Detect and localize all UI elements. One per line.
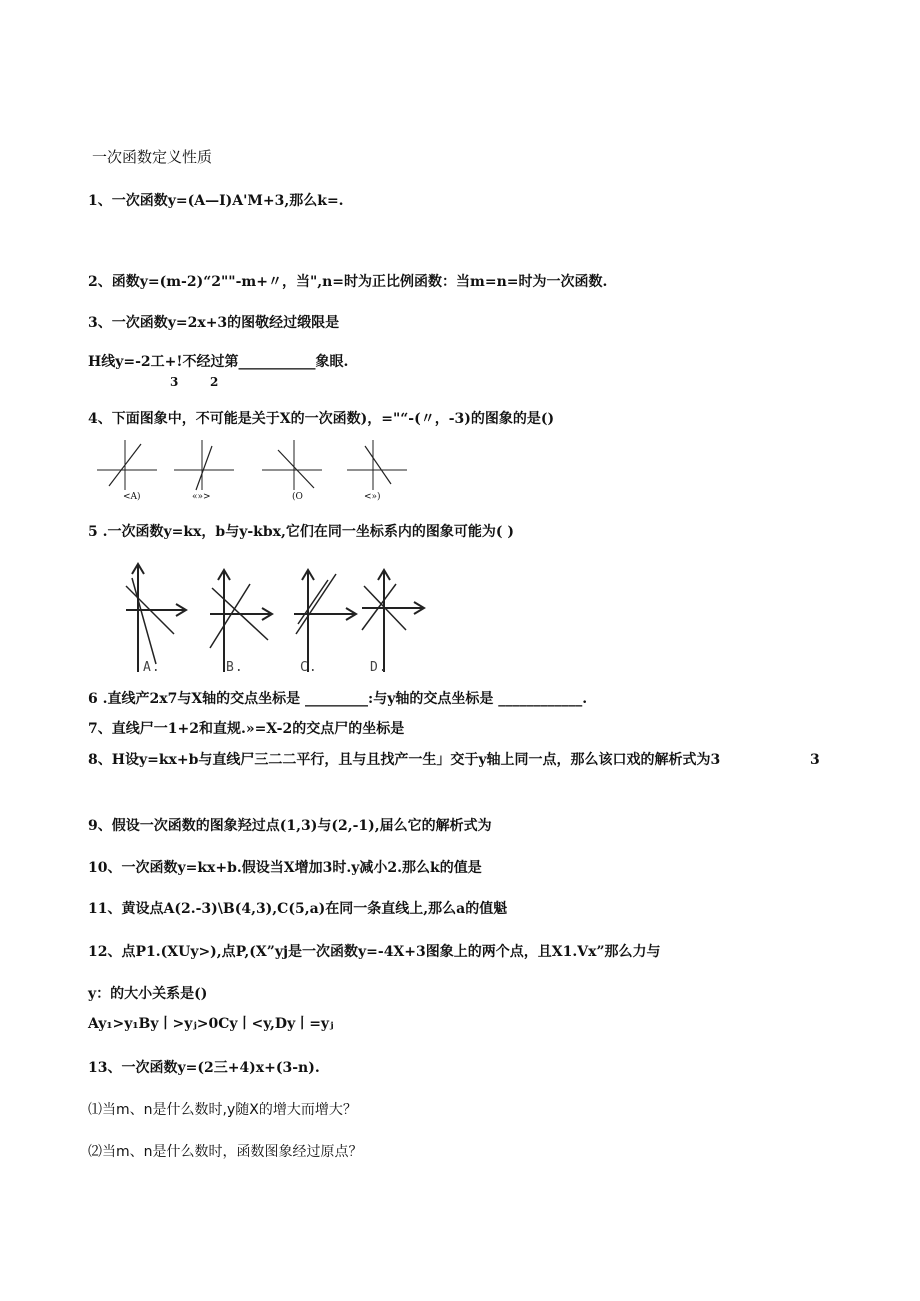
question-13-part-1: ⑴当m、n是什么数时,y随X的增大而增大？ [88,1102,357,1118]
question-5: 5 .一次函数y=kx，b与y-kbx,它们在同一坐标系内的图象可能为( ) [88,524,514,540]
question-3-line: H线y=-2工+!不经过第___________象眼. [88,354,349,370]
question-6: 6 .直线产2x7与X轴的交点坐标是 _________:与y轴的交点坐标是 ____________. [88,691,588,707]
question-13: 13、一次函数y=(2三+4)x+(3-n). [88,1060,320,1076]
fraction-denominator-1: 3 [170,375,179,389]
question-10: 10、一次函数y=kx+b.假设当X增加3时.y减小2.那么k的值是 [88,860,482,876]
q4-graph-a [95,436,159,492]
q5-graph-c [288,560,360,678]
q4-label-a: <A) [123,492,141,502]
q5-graph-d [356,560,428,678]
q4-graph-b [172,436,236,492]
q4-label-c: (O [292,492,303,502]
q4-label-d: <») [364,492,381,502]
question-3: 3、一次函数y=2x+3的图敬经过缎限是 [88,315,340,331]
question-12: 12、点P1.(XUy>),点P,(X”yj是一次函数y=-4X+3图象上的两个点，且X1.Vx”那么力与 [88,944,661,960]
question-13-part-2: ⑵当m、n是什么数时，函数图象经过原点？ [88,1144,363,1160]
question-12-relation: y：的大小关系是() [88,986,208,1002]
q4-graph-d [345,436,409,492]
fraction-denominator-2: 2 [210,375,219,389]
q4-label-b: «»> [192,492,211,502]
question-8: 8、H设y=kx+b与直线尸三二二平行，且与且找产一生」交于y轴上同一点，那么该口戏的解析式为3 [88,752,721,768]
page-title: 一次函数定义性质 [92,148,213,166]
q4-graph-c [260,436,324,492]
question-11: 11、黄设点A(2.-3)\B(4,3),C(5,a)在同一条直线上,那么a的值魁 [88,901,508,917]
question-7: 7、直线尸一1+2和直规.»=X-2的交点尸的坐标是 [88,721,405,737]
question-12-options: Ay₁>y₁By丨>yⱼ>0Cy丨<y,Dy丨=yⱼ [88,1016,334,1032]
q5-label-c: C. [300,660,318,675]
question-1: 1、一次函数y=(A—I)A'M+3,那么k=. [88,193,344,209]
q5-label-b: B. [226,660,244,675]
question-8-right: 3 [810,752,820,768]
question-2: 2、函数y=(m-2)“2""-m+〃，当",n=时为正比例函数：当m=n=时为一次函数. [88,274,608,290]
q5-label-d: D. [370,660,388,675]
question-4: 4、下面图象中，不可能是关于X的一次函数)，="“-(〃，-3)的图象的是() [88,411,555,427]
q5-label-a: A. [143,660,161,675]
question-9: 9、假设一次函数的图象羟过点(1,3)与(2,-1),届么它的解析式为 [88,818,492,834]
